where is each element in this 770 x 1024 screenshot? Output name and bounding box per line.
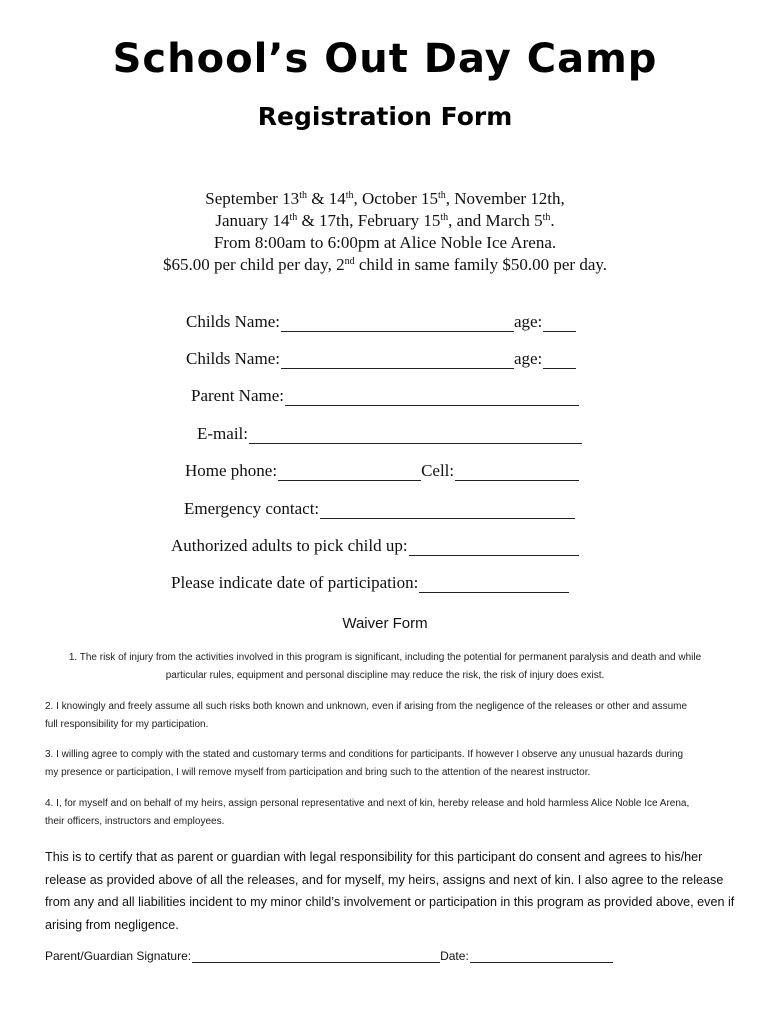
dates-line-1-c-sup: th [438,190,446,201]
dates-line-4-a: $65.00 per child per day, 2 [162,255,345,274]
dates-line-3: From 8:00am to 6:00pm at Alice Noble Ice Arena. [213,233,557,252]
email-field[interactable] [249,428,582,444]
child1-age-field[interactable] [543,316,576,332]
child1-row [186,312,576,332]
dates-line-1-b: & 14 [306,189,346,208]
child2-name-label: Childs Name: [186,349,280,368]
phone-row [185,461,579,481]
signature-field[interactable] [192,950,440,963]
waiver-clause-3 [45,746,735,782]
dates-line-2-c: , and March 5 [448,211,543,230]
emergency-contact-label: Emergency contact: [184,499,320,518]
child1-name-field[interactable] [281,316,514,332]
dates-line-2-b: & 17th, February 15 [297,211,441,230]
dates-line-1 [0,188,770,210]
parent-name-label: Parent Name: [191,386,284,405]
cell-field[interactable] [455,465,579,481]
waiver-clause-4-line-1: 4. I, for myself and on behalf of my heirs, assign personal representative and next of kin, hereby release and hold harmless Alice Noble Ice Arena, [45,798,690,809]
waiver-clause-2 [45,698,735,734]
date-label: Date: [440,949,469,963]
page-title: School’s Out Day Camp [112,36,658,82]
waiver-clause-1-line-2: particular rules, equipment and personal discipline may reduce the risk, the risk of injury does exist. [165,670,605,681]
dates-line-1-a-sup: th [299,190,307,201]
page-subtitle: Registration Form [257,102,513,131]
cell-label: Cell: [421,461,455,480]
waiver-clause-1 [0,649,770,685]
dates-line-1-a: September 13 [205,189,300,208]
authorized-row [171,536,579,556]
participation-date-field[interactable] [419,577,569,593]
date-field[interactable] [470,950,613,963]
waiver-title: Waiver Form [342,615,428,632]
email-row [197,424,582,444]
dates-line-2-a-sup: th [289,212,298,223]
dates-line-2 [0,210,770,232]
participation-row [171,573,569,593]
dates-line-4-b: child in same family $50.00 per day. [354,255,608,274]
emergency-row [184,499,575,519]
parent-row [191,386,579,406]
child2-age-field[interactable] [543,353,576,369]
parent-name-field[interactable] [285,390,579,406]
certification-paragraph: This is to certify that as parent or guardian with legal responsibility for this participant do consent and agrees to his/her release as provided above of all the releases, and for myself, my heirs, assigns and next of kin. I also agree to the release from any and all liabilities incident to my minor child’s involvement or participation in this program as provided above, even if arising from negligence. [45,850,735,932]
waiver-clause-3-line-1: 3. I willing agree to comply with the stated and customary terms and conditions for participants. If however I observe any unusual hazards during [45,749,684,760]
dates-line-2-c-sup: th [542,212,551,223]
email-label: E-mail: [197,424,248,443]
authorized-adults-label: Authorized adults to pick child up: [171,536,408,555]
signature-label: Parent/Guardian Signature: [45,949,192,963]
dates-line-4 [0,254,770,276]
waiver-clause-2-line-1: 2. I knowingly and freely assume all such risks both known and unknown, even if arising from the negligence of the releases or other and assume [45,701,688,712]
dates-line-2-d: . [550,211,555,230]
child2-age-label: age: [513,349,543,368]
emergency-contact-field[interactable] [320,503,575,519]
waiver-clause-3-line-2: my presence or participation, I will remove myself from participation and bring such to the attention of the nearest instructor. [45,767,591,778]
waiver-clause-4-line-2: their officers, instructors and employees. [45,816,225,827]
waiver-clause-2-line-2: full responsibility for my participation. [45,719,209,730]
dates-line-4-a-sup: nd [344,256,355,267]
waiver-clause-1-line-1: 1. The risk of injury from the activities involved in this program is significant, including the potential for permanent paralysis and death and while [68,652,702,663]
dates-line-1-b-sup: th [345,190,354,201]
child2-row [186,349,576,369]
camp-dates [0,188,770,276]
dates-line-1-d: , November 12th, [445,189,565,208]
dates-line-2-a: January 14 [215,211,290,230]
home-phone-field[interactable] [278,465,421,481]
dates-line-1-c: , October 15 [353,189,438,208]
participation-date-label: Please indicate date of participation: [171,573,419,592]
child1-name-label: Childs Name: [186,312,280,331]
signature-row [45,949,613,963]
waiver-clause-4 [45,795,735,831]
dates-line-2-b-sup: th [440,212,449,223]
authorized-adults-field[interactable] [409,540,579,556]
child1-age-label: age: [513,312,543,331]
child2-name-field[interactable] [281,353,514,369]
home-phone-label: Home phone: [185,461,278,480]
